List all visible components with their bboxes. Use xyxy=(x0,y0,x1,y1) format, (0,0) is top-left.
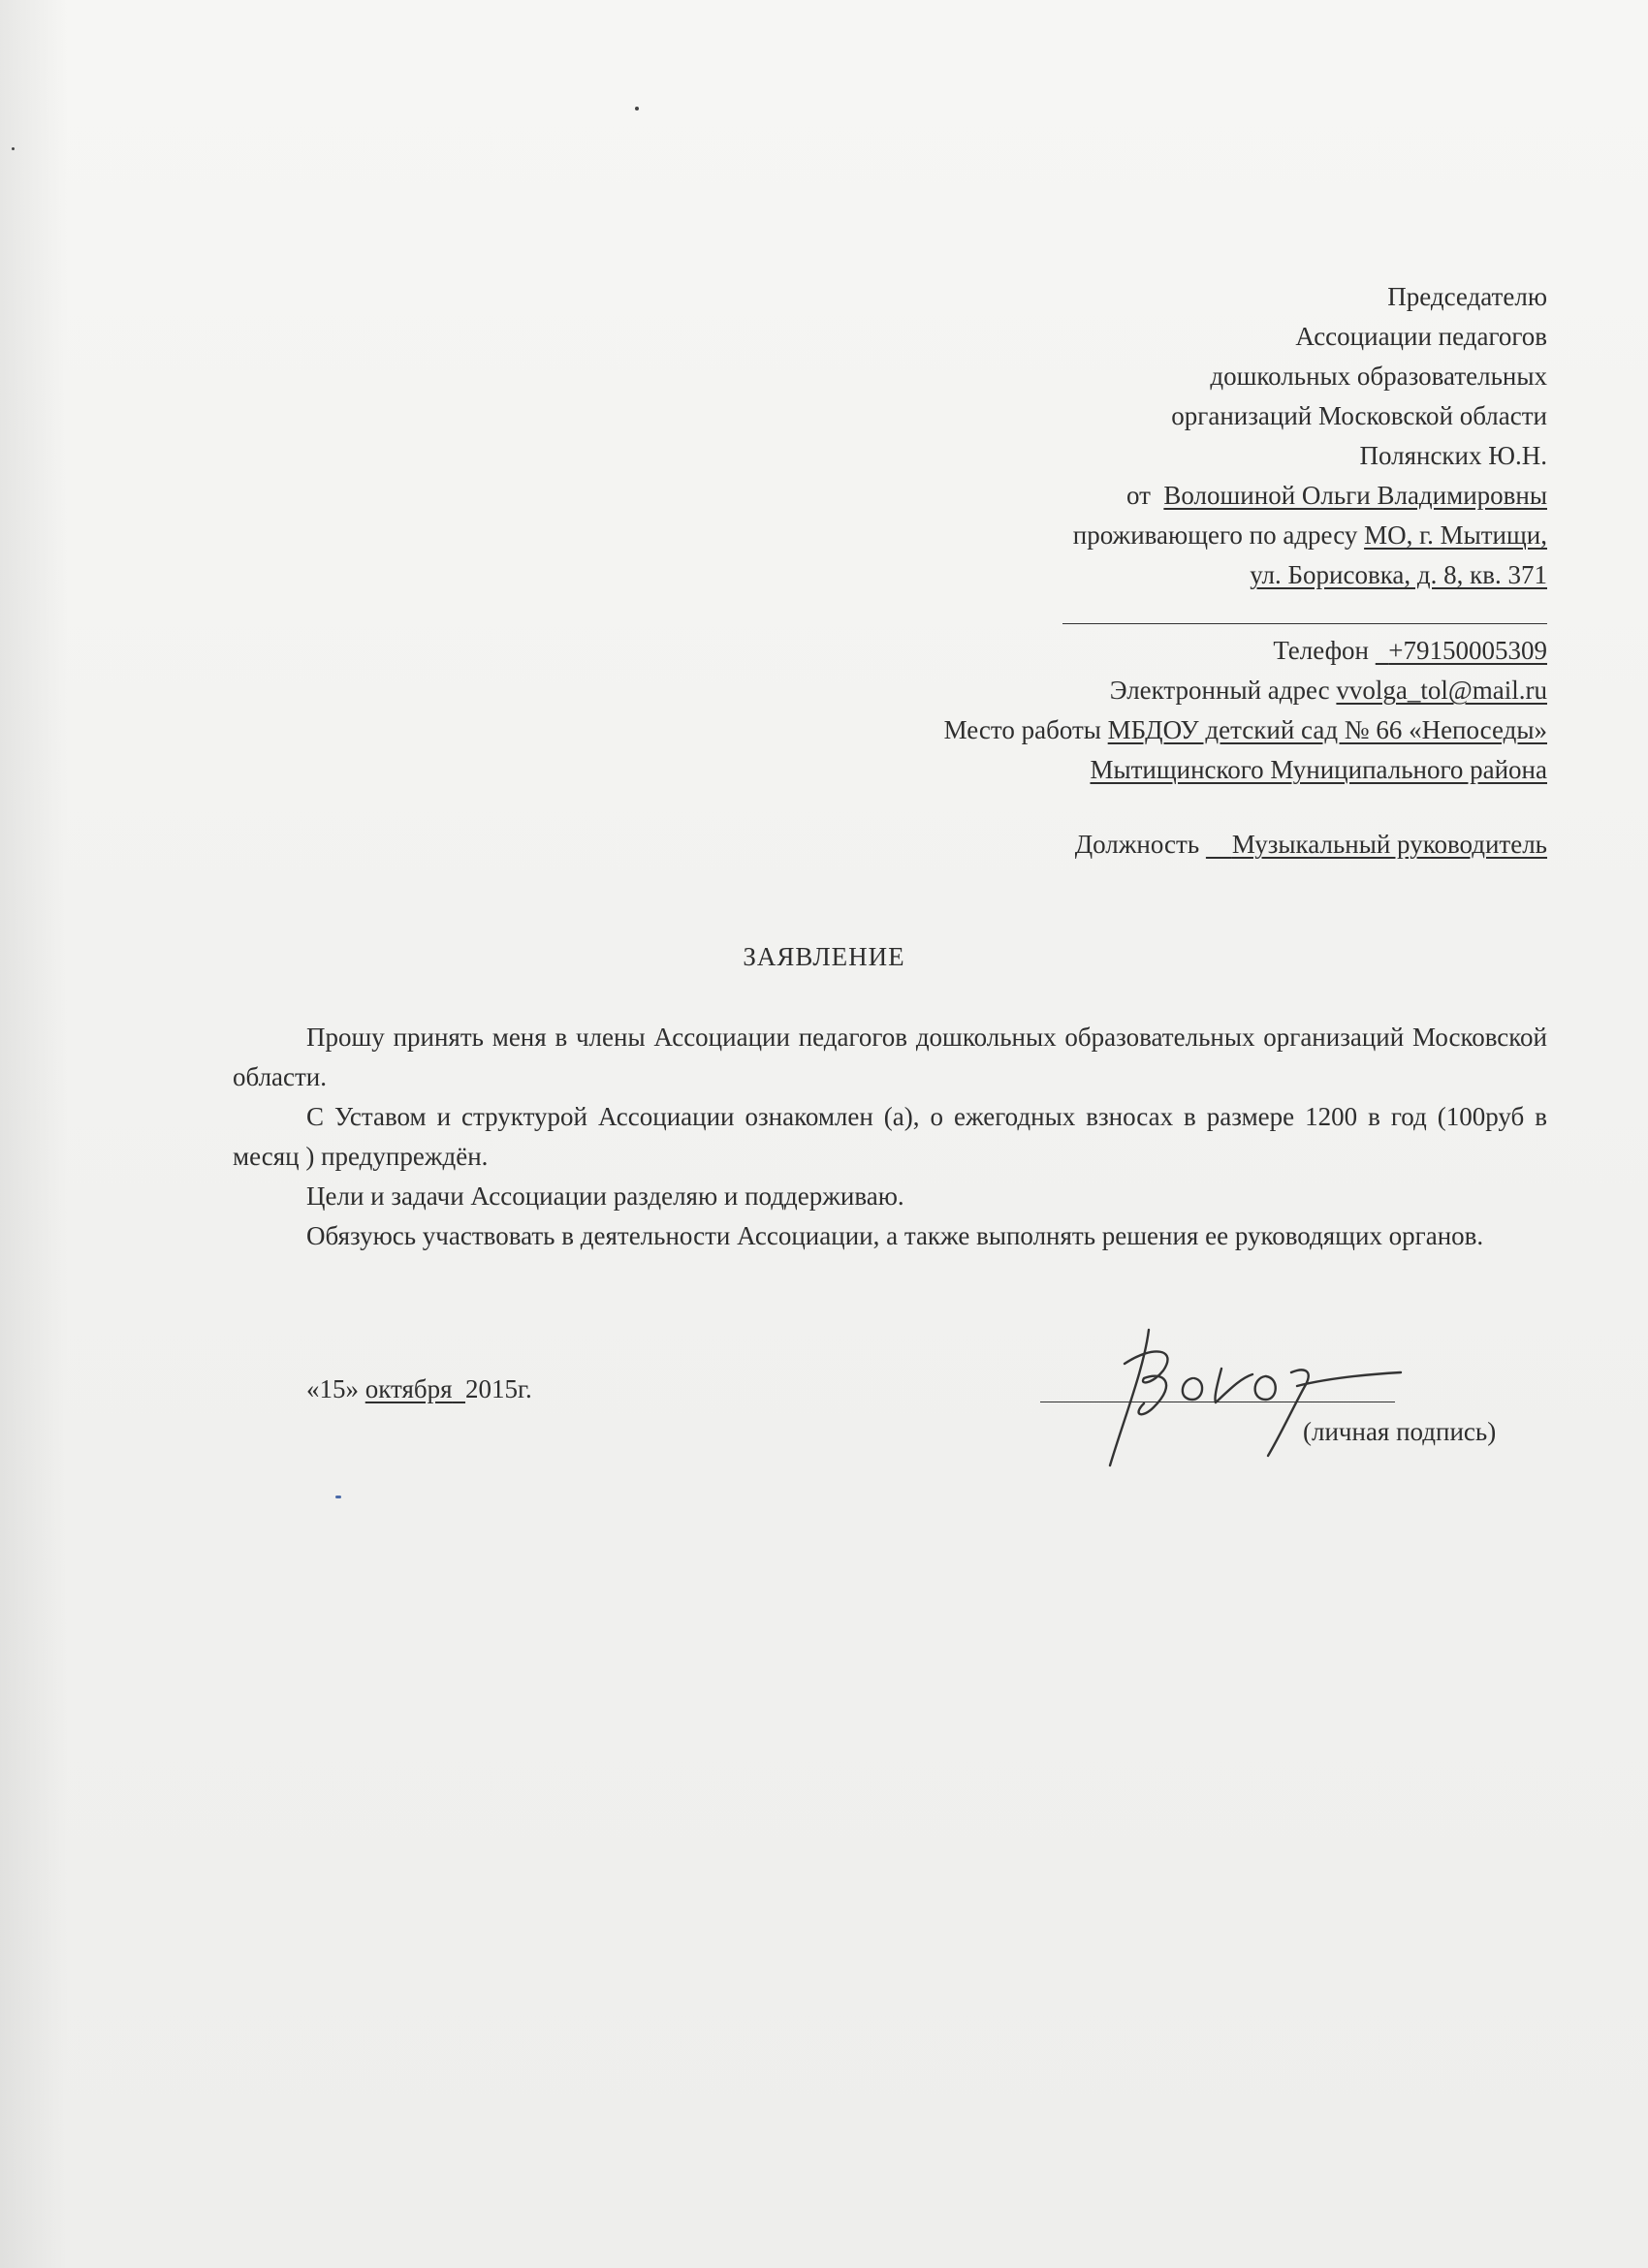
scan-speck xyxy=(12,147,15,150)
body-paragraph: С Уставом и структурой Ассоциации ознакомлен (а), о ежегодных взносах в размере 1200 в год (100руб в месяц ) предупреждён. xyxy=(233,1102,1547,1171)
applicant-name-line xyxy=(1126,480,1547,511)
body-paragraph: Цели и задачи Ассоциации разделяю и поддерживаю. xyxy=(306,1181,904,1211)
position-line xyxy=(1075,829,1547,860)
email-label: Электронный адрес xyxy=(1109,676,1330,705)
address-label: проживающего по адресу xyxy=(1072,520,1358,550)
date-day: «15» xyxy=(306,1374,359,1403)
date-month: октября xyxy=(364,1374,453,1403)
blank-fill-line xyxy=(1062,623,1547,624)
date-line xyxy=(306,1374,532,1404)
addressee-line: Ассоциации педагогов xyxy=(1295,322,1547,351)
addressee-line: Председателю xyxy=(1387,282,1547,311)
body-paragraph: Прошу принять меня в члены Ассоциации педагогов дошкольных образовательных организаций Московской области. xyxy=(233,1023,1547,1091)
handwritten-signature xyxy=(1086,1310,1406,1475)
addressee-line: организаций Московской области xyxy=(1171,401,1547,430)
scan-speck xyxy=(335,1496,341,1498)
position-label: Должность xyxy=(1074,830,1200,859)
scan-speck xyxy=(635,107,639,110)
phone-value: +79150005309 xyxy=(1388,636,1547,665)
work-value: МБДОУ детский сад № 66 «Непоседы» xyxy=(1107,715,1547,744)
email-value: vvolga_tol@mail.ru xyxy=(1336,676,1547,705)
body-paragraph: Обязуюсь участвовать в деятельности Ассоциации, а также выполнять решения ее руководящих органов. xyxy=(306,1221,1484,1250)
addressee-line: дошкольных образовательных xyxy=(1210,362,1547,391)
address-value-continued: ул. Борисовка, д. 8, кв. 371 xyxy=(1250,560,1547,589)
phone-label: Телефон xyxy=(1273,636,1370,665)
document-title: ЗАЯВЛЕНИЕ xyxy=(743,942,905,971)
from-label: от xyxy=(1125,481,1151,510)
work-line xyxy=(944,714,1547,745)
position-value: Музыкальный руководитель xyxy=(1231,830,1547,859)
signature-caption: (личная подпись) xyxy=(1303,1417,1497,1446)
address-value: МО, г. Мытищи, xyxy=(1364,520,1547,550)
applicant-name: Волошиной Ольги Владимировны xyxy=(1163,481,1547,510)
addressee-line: Полянских Ю.Н. xyxy=(1359,441,1547,470)
email-line xyxy=(1110,675,1547,706)
work-label: Место работы xyxy=(943,715,1101,744)
address-line xyxy=(1073,520,1547,551)
statement-body xyxy=(233,1018,1547,1256)
phone-line xyxy=(1273,635,1547,666)
work-value-continued: Мытищинского Муниципального района xyxy=(1090,755,1547,784)
scan-edge-shadow xyxy=(0,0,68,2268)
date-year: 2015г. xyxy=(465,1374,532,1403)
